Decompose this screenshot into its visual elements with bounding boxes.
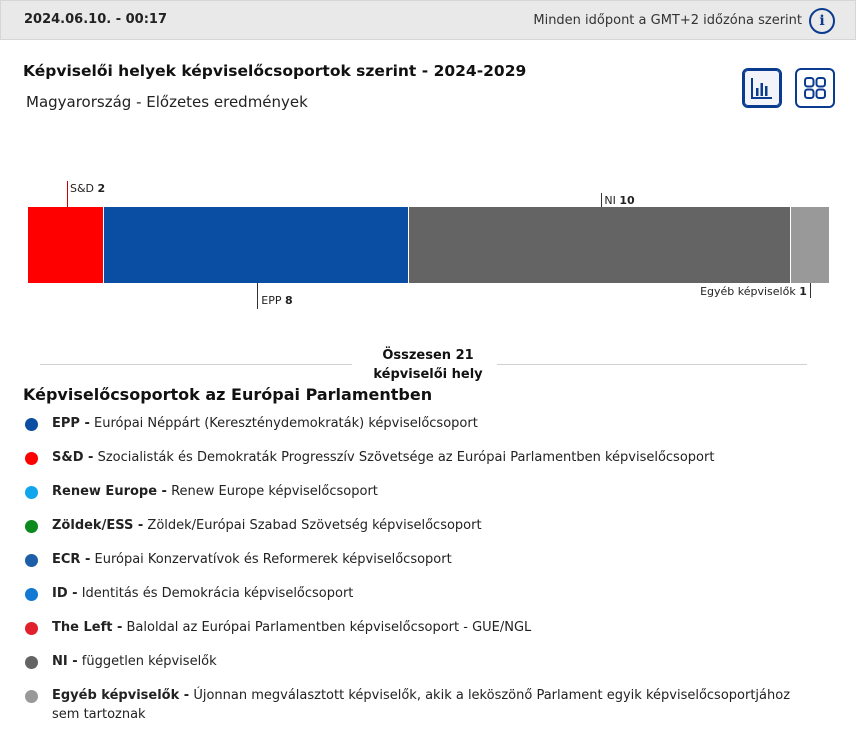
legend-dot bbox=[25, 690, 38, 703]
seat-label-tick bbox=[257, 283, 258, 309]
total-line1: Összesen 21 bbox=[382, 348, 474, 363]
seat-bar-epp[interactable] bbox=[104, 207, 408, 283]
seat-label-tick bbox=[67, 181, 68, 207]
seat-bar-ni[interactable] bbox=[409, 207, 789, 283]
seat-label-epp: EPP 8 bbox=[261, 294, 293, 307]
legend-abbr: NI - bbox=[52, 654, 78, 669]
legend-abbr: Egyéb képviselők - bbox=[52, 688, 190, 703]
legend-abbr: ID - bbox=[52, 586, 78, 601]
legend-dot bbox=[25, 418, 38, 431]
page-subtitle: Magyarország - Előzetes eredmények bbox=[26, 93, 308, 111]
legend-text bbox=[52, 448, 812, 467]
legend-text bbox=[52, 414, 812, 433]
legend-description: Európai Néppárt (Kereszténydemokraták) képviselőcsoport bbox=[94, 416, 478, 431]
seat-bar-egy-b-k-pvisel-k[interactable] bbox=[791, 207, 829, 283]
legend-dot bbox=[25, 656, 38, 669]
legend-text bbox=[52, 686, 812, 724]
seat-label-ni: NI 10 bbox=[604, 194, 635, 207]
legend-dot bbox=[25, 452, 38, 465]
seat-label-egy-b-k-pvisel-k: Egyéb képviselők 1 bbox=[700, 285, 807, 298]
legend-abbr: Renew Europe - bbox=[52, 484, 167, 499]
legend-text bbox=[52, 618, 812, 637]
legend-description: Európai Konzervatívok és Reformerek képviselőcsoport bbox=[94, 552, 452, 567]
legend-description: Identitás és Demokrácia képviselőcsoport bbox=[81, 586, 354, 601]
timezone-note: Minden időpont a GMT+2 időzóna szerint bbox=[533, 13, 802, 28]
legend-description: Zöldek/Európai Szabad Szövetség képviselőcsoport bbox=[147, 518, 482, 533]
seat-bar-s-d[interactable] bbox=[28, 207, 103, 283]
legend-text bbox=[52, 482, 812, 501]
seat-label-tick bbox=[810, 283, 811, 298]
legend-description: Újonnan megválasztott képviselők, akik a leköszönő Parlament egyik képviselőcsoportjához sem tartoznak bbox=[52, 688, 791, 722]
divider-right bbox=[497, 364, 807, 365]
legend-description: független képviselők bbox=[81, 654, 217, 669]
bar-chart-view-button[interactable] bbox=[742, 68, 782, 108]
info-icon[interactable]: i bbox=[809, 8, 835, 34]
legend-abbr: S&D - bbox=[52, 450, 94, 465]
legend-abbr: ECR - bbox=[52, 552, 91, 567]
grid-view-button[interactable] bbox=[795, 68, 835, 108]
legend-abbr: Zöldek/ESS - bbox=[52, 518, 144, 533]
legend-dot bbox=[25, 622, 38, 635]
legend-dot bbox=[25, 486, 38, 499]
legend-title: Képviselőcsoportok az Európai Parlamentben bbox=[23, 385, 433, 404]
divider-left bbox=[40, 364, 352, 365]
legend-text bbox=[52, 550, 812, 569]
datetime: 2024.06.10. - 00:17 bbox=[24, 12, 168, 27]
legend-dot bbox=[25, 588, 38, 601]
bar-chart-icon bbox=[751, 77, 773, 99]
legend-description: Szocialisták és Demokraták Progresszív Szövetsége az Európai Parlamentben képviselőcsoport bbox=[97, 450, 715, 465]
legend-text bbox=[52, 652, 812, 671]
seat-label-s-d: S&D 2 bbox=[70, 182, 106, 195]
legend-dot bbox=[25, 554, 38, 567]
legend-text bbox=[52, 516, 812, 535]
legend-dot bbox=[25, 520, 38, 533]
seat-label-tick bbox=[601, 193, 602, 207]
legend-text bbox=[52, 584, 812, 603]
legend-abbr: The Left - bbox=[52, 620, 123, 635]
page-title: Képviselői helyek képviselőcsoportok szerint - 2024-2029 bbox=[23, 62, 527, 80]
top-bar bbox=[0, 0, 856, 40]
legend-description: Baloldal az Európai Parlamentben képviselőcsoport - GUE/NGL bbox=[126, 620, 532, 635]
legend-abbr: EPP - bbox=[52, 416, 90, 431]
legend-description: Renew Europe képviselőcsoport bbox=[171, 484, 378, 499]
total-seats bbox=[360, 346, 496, 384]
total-line2: képviselői hely bbox=[373, 367, 483, 382]
grid-icon bbox=[804, 77, 826, 99]
